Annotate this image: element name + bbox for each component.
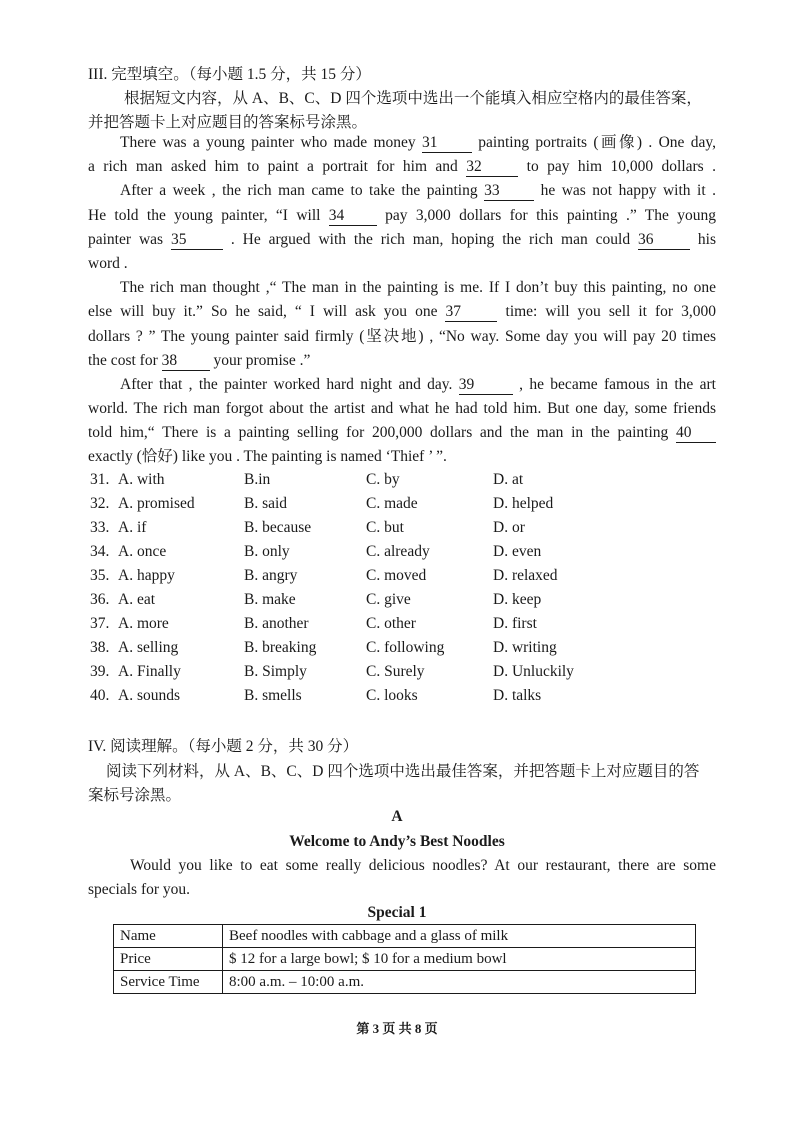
passage-letter: A [391,808,403,825]
passage-line: The rich man thought ,“ The man in the painting is me. If I don’t buy this painting, no one [120,279,716,297]
table-cell-key: Name [114,925,223,948]
blank-33: 33 [484,182,534,201]
blank-38: 38 [162,352,210,371]
passage-line: There was a young painter who made money 31 painting portraits (画像) . One day, [120,134,716,151]
passage-line: After a week , the rich man came to take the painting 33 he was not happy with it . [120,182,717,200]
blank-40: 40 [676,424,716,443]
option-row-35: 35. A. happy B. angry C. moved D. relaxed [90,567,558,584]
option-row-39: 39. A. Finally B. Simply C. Surely D. Unluckily [90,663,574,680]
section4-title: IV. 阅读理解。（每小题 2 分，共 30 分） [88,738,359,755]
cloze-passage [88,131,716,470]
passage-line: told him,“ There is a painting selling for 200,000 dollars and the man in the painting 40 [88,421,716,445]
passage-line: exactly (恰好) like you . The painting is named ‘Thief ’ ”. [88,448,447,466]
passage-line: word . [88,254,128,272]
option-row-34: 34. A. once B. only C. already D. even [90,543,542,560]
passage-line: dollars ? ” The young painter said firmly (坚决地) , “No way. Some day you will pay 20 times [88,327,716,345]
passage-line: painter was 35 . He argued with the rich man, hoping the rich man could 36 his [88,230,717,248]
passage-line: After that , the painter worked hard night and day. 39 , he became famous in the art [120,375,716,393]
table-row [114,971,696,994]
passage-heading: Welcome to Andy’s Best Noodles [289,833,505,850]
table-cell-value: Beef noodles with cabbage and a glass of milk [223,925,696,948]
passage-line: He told the young painter, “I will 34 pay 3,000 dollars for this painting .” The young [88,206,716,224]
option-row-31: 31. A. with B.in C. by D. at [90,471,524,488]
option-row-36: 36. A. eat B. make C. give D. keep [90,591,542,608]
blank-31: 31 [422,134,472,153]
passage-line: world. The rich man forgot about the artist and what he had told him. But one day, some friends [88,400,716,418]
blank-32: 32 [466,158,518,177]
passage-line: the cost for 38 your promise .” [88,351,311,369]
passage-line: else will buy it.” So he said, “ I will ask you one 37 time: will you sell it for 3,000 [88,303,716,321]
option-row-33: 33. A. if B. because C. but D. or [90,519,525,536]
section3-title: III. 完型填空。（每小题 1.5 分，共 15 分） [88,66,371,83]
special-title: Special 1 [367,904,427,921]
blank-36: 36 [638,231,690,250]
blank-35: 35 [171,231,223,250]
option-row-38: 38. A. selling B. breaking C. following D. writing [90,639,557,656]
section3-instruction-2: 并把答题卡上对应题目的答案标号涂黑。 [88,114,368,131]
table-row [114,948,696,971]
section4-instruction-1: 阅读下列材料，从 A、B、C、D 四个选项中选出最佳答案，并把答题卡上对应题目的答 [106,763,700,780]
table-cell-key: Price [114,948,223,971]
special-table [113,924,696,994]
section3-instruction-1: 根据短文内容，从 A、B、C、D 四个选项中选出一个能填入相应空格内的最佳答案， [124,90,702,107]
passage-line: a rich man asked him to paint a portrait for him and 32 to pay him 10,000 dollars . [88,158,716,176]
intro-line-1: Would you like to eat some really delicious noodles? At our restaurant, there are some [130,857,716,874]
table-cell-value: 8:00 a.m. – 10:00 a.m. [223,971,696,994]
blank-37: 37 [445,303,497,322]
table-cell-value: $ 12 for a large bowl; $ 10 for a medium bowl [223,948,696,971]
option-row-40: 40. A. sounds B. smells C. looks D. talks [90,687,542,704]
blank-39: 39 [459,376,513,395]
intro-line-2: specials for you. [88,881,191,898]
option-row-37: 37. A. more B. another C. other D. first [90,615,537,632]
page-footer: 第 3 页 共 8 页 [356,1021,438,1036]
table-cell-key: Service Time [114,971,223,994]
table-row [114,925,696,948]
option-row-32: 32. A. promised B. said C. made D. helped [90,495,554,512]
blank-34: 34 [329,207,377,226]
section4-instruction-2: 案标号涂黑。 [88,787,182,804]
